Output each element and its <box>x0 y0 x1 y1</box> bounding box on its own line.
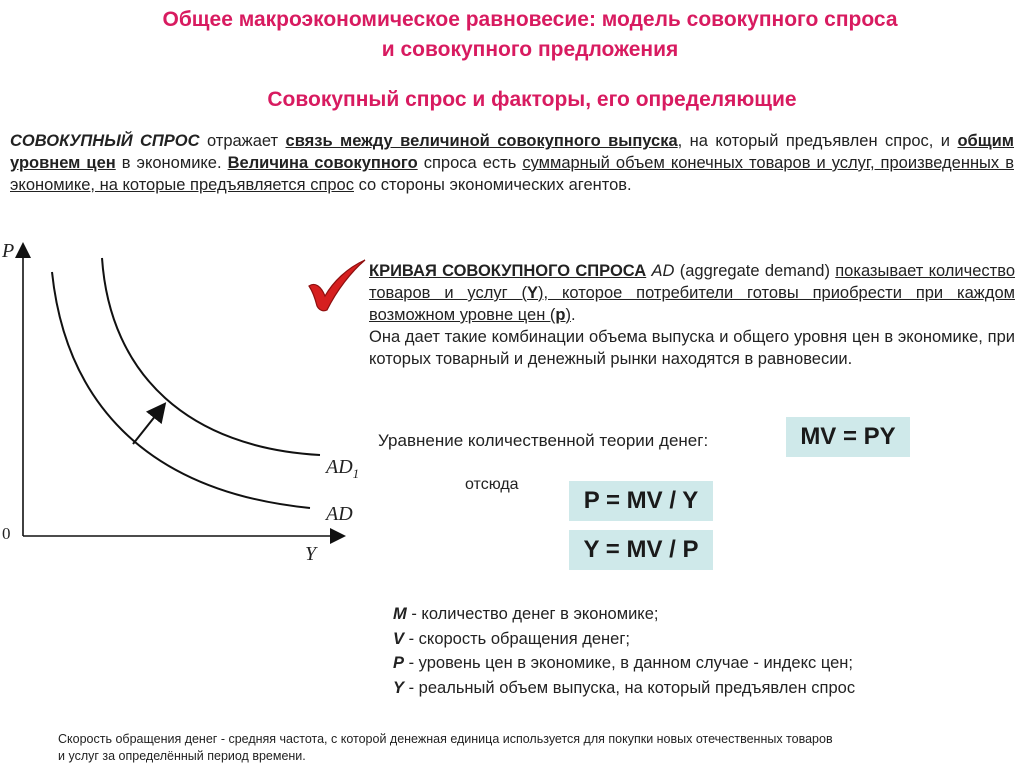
ad1-label: $AD_1$ <box>326 456 360 481</box>
ad-label: AD <box>326 503 353 525</box>
hence-label: отсюда <box>465 476 519 493</box>
intro-term: СОВОКУПНЫЙ СПРОС <box>10 132 200 150</box>
legend-item-y: Y - реальный объем выпуска, на который предъявлен спрос <box>393 678 856 697</box>
formula-p: P = MV / Y <box>569 481 713 521</box>
equation-label: Уравнение количественной теории денег: <box>378 431 709 450</box>
x-axis-label: Y <box>305 543 317 565</box>
intro-paragraph: СОВОКУПНЫЙ СПРОС отражает связь между величиной совокупного выпуска, на который предъявлен спрос, и общим уровнем цен в экономике. Величина совокупного спроса есть суммарный объем конечных товаров и услуг, произведенных в экономике, на которые предъявляется спрос со стороны экономических агентов. <box>10 132 1015 194</box>
formula-mv-py: MV = PY <box>786 417 910 457</box>
definition-explanation: Она дает такие комбинации объема выпуска и общего уровня цен в экономике, при которых товарный и денежный рынки находятся в равновесии. <box>369 328 1015 368</box>
ad-definition: КРИВАЯ СОВОКУПНОГО СПРОСА AD (aggregate demand) показывает количество товаров и услуг (Y), которое потребители готовы приобрести при каждом возможном уровне цен (p). Она дает такие комбинации объема выпуска и общего уровня цен в экономике, при которых товарный и денежный рынки находятся в равновесии. <box>369 262 1015 368</box>
ad1-curve <box>102 258 320 455</box>
footnote: Скорость обращения денег - средняя частота, с которой денежная единица используется для покупки новых отечественных товаров и услуг за определённый период времени. <box>58 732 833 763</box>
page-subtitle: Совокупный спрос и факторы, его определяющие <box>267 88 797 111</box>
legend-item-p: P - уровень цен в экономике, в данном случае - индекс цен; <box>393 654 853 672</box>
origin-label: 0 <box>2 524 11 543</box>
checkmark-icon <box>303 256 371 316</box>
ad-curve <box>52 272 310 508</box>
variable-legend <box>393 602 855 700</box>
formula-y: Y = MV / P <box>569 530 713 570</box>
legend-item-v: V - скорость обращения денег; <box>393 629 630 648</box>
legend-item-m: M - количество денег в экономике; <box>393 605 659 623</box>
page-title-line1: Общее макроэкономическое равновесие: модель совокупного спроса <box>162 8 898 31</box>
definition-term: КРИВАЯ СОВОКУПНОГО СПРОСА <box>369 262 647 280</box>
page-title-line2: и совокупного предложения <box>381 38 679 61</box>
y-axis-label: P <box>2 240 15 262</box>
shift-arrow <box>133 410 160 444</box>
